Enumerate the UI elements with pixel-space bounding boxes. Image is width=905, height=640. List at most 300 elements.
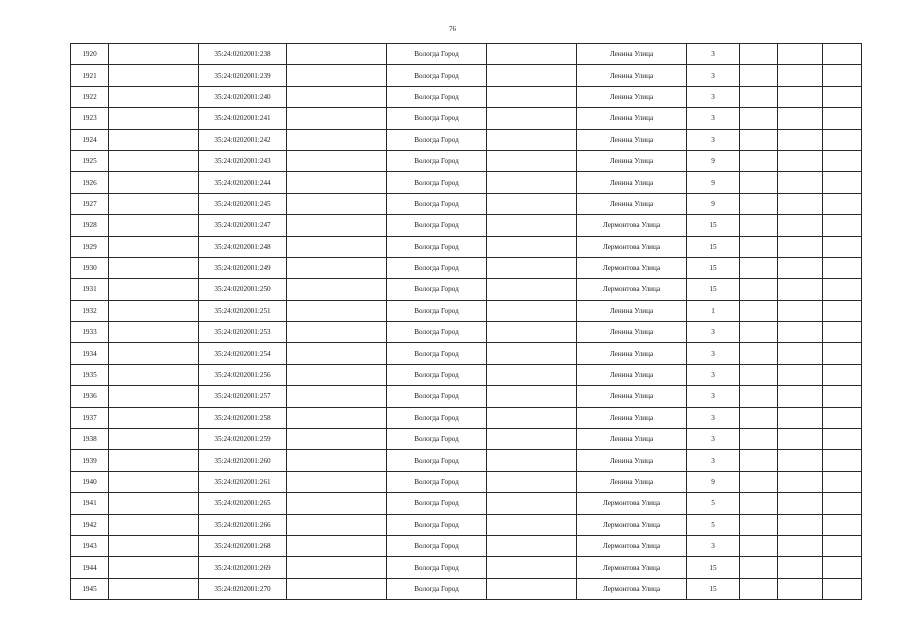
empty-cell-e bbox=[778, 407, 823, 428]
registry-table bbox=[70, 43, 862, 600]
street-cell: Ленина Улица bbox=[577, 172, 687, 193]
cadastral-number-cell: 35:24:0202001:248 bbox=[199, 236, 287, 257]
house-number-cell: 3 bbox=[687, 450, 740, 471]
empty-cell-f bbox=[823, 150, 862, 171]
city-cell: Вологда Город bbox=[387, 86, 487, 107]
empty-cell-d bbox=[740, 578, 778, 599]
empty-cell-e bbox=[778, 150, 823, 171]
table-row bbox=[71, 535, 862, 556]
empty-cell-c bbox=[487, 215, 577, 236]
empty-cell-d bbox=[740, 386, 778, 407]
cadastral-number-cell: 35:24:0202001:251 bbox=[199, 300, 287, 321]
street-cell: Лермонтова Улица bbox=[577, 493, 687, 514]
cadastral-number-cell: 35:24:0202001:261 bbox=[199, 471, 287, 492]
street-cell: Ленина Улица bbox=[577, 150, 687, 171]
empty-cell-a bbox=[109, 172, 199, 193]
empty-cell-c bbox=[487, 236, 577, 257]
empty-cell-b bbox=[287, 300, 387, 321]
empty-cell-a bbox=[109, 150, 199, 171]
street-cell: Ленина Улица bbox=[577, 86, 687, 107]
empty-cell-e bbox=[778, 86, 823, 107]
house-number-cell: 3 bbox=[687, 86, 740, 107]
empty-cell-a bbox=[109, 236, 199, 257]
empty-cell-a bbox=[109, 578, 199, 599]
empty-cell-b bbox=[287, 471, 387, 492]
cadastral-number-cell: 35:24:0202001:256 bbox=[199, 364, 287, 385]
empty-cell-e bbox=[778, 129, 823, 150]
cadastral-number-cell: 35:24:0202001:253 bbox=[199, 322, 287, 343]
empty-cell-e bbox=[778, 386, 823, 407]
empty-cell-a bbox=[109, 279, 199, 300]
row-number-cell: 1931 bbox=[71, 279, 109, 300]
empty-cell-c bbox=[487, 193, 577, 214]
empty-cell-f bbox=[823, 386, 862, 407]
empty-cell-e bbox=[778, 429, 823, 450]
table-row bbox=[71, 257, 862, 278]
house-number-cell: 3 bbox=[687, 65, 740, 86]
empty-cell-d bbox=[740, 450, 778, 471]
house-number-cell: 15 bbox=[687, 578, 740, 599]
cadastral-number-cell: 35:24:0202001:244 bbox=[199, 172, 287, 193]
street-cell: Ленина Улица bbox=[577, 129, 687, 150]
row-number-cell: 1945 bbox=[71, 578, 109, 599]
row-number-cell: 1941 bbox=[71, 493, 109, 514]
street-cell: Ленина Улица bbox=[577, 429, 687, 450]
house-number-cell: 3 bbox=[687, 535, 740, 556]
row-number-cell: 1925 bbox=[71, 150, 109, 171]
empty-cell-d bbox=[740, 557, 778, 578]
cadastral-number-cell: 35:24:0202001:249 bbox=[199, 257, 287, 278]
empty-cell-c bbox=[487, 44, 577, 65]
table-row bbox=[71, 471, 862, 492]
house-number-cell: 3 bbox=[687, 44, 740, 65]
empty-cell-b bbox=[287, 65, 387, 86]
empty-cell-b bbox=[287, 215, 387, 236]
empty-cell-b bbox=[287, 343, 387, 364]
empty-cell-a bbox=[109, 343, 199, 364]
cadastral-number-cell: 35:24:0202001:247 bbox=[199, 215, 287, 236]
empty-cell-a bbox=[109, 471, 199, 492]
street-cell: Лермонтова Улица bbox=[577, 557, 687, 578]
cadastral-number-cell: 35:24:0202001:257 bbox=[199, 386, 287, 407]
street-cell: Ленина Улица bbox=[577, 300, 687, 321]
house-number-cell: 9 bbox=[687, 193, 740, 214]
row-number-cell: 1937 bbox=[71, 407, 109, 428]
house-number-cell: 1 bbox=[687, 300, 740, 321]
empty-cell-d bbox=[740, 493, 778, 514]
empty-cell-c bbox=[487, 108, 577, 129]
empty-cell-d bbox=[740, 300, 778, 321]
street-cell: Ленина Улица bbox=[577, 364, 687, 385]
cadastral-number-cell: 35:24:0202001:268 bbox=[199, 535, 287, 556]
city-cell: Вологда Город bbox=[387, 535, 487, 556]
table-row bbox=[71, 386, 862, 407]
street-cell: Лермонтова Улица bbox=[577, 215, 687, 236]
empty-cell-b bbox=[287, 578, 387, 599]
empty-cell-e bbox=[778, 364, 823, 385]
empty-cell-d bbox=[740, 215, 778, 236]
row-number-cell: 1927 bbox=[71, 193, 109, 214]
empty-cell-f bbox=[823, 172, 862, 193]
cadastral-number-cell: 35:24:0202001:258 bbox=[199, 407, 287, 428]
table-row bbox=[71, 322, 862, 343]
empty-cell-f bbox=[823, 300, 862, 321]
house-number-cell: 9 bbox=[687, 150, 740, 171]
house-number-cell: 15 bbox=[687, 279, 740, 300]
empty-cell-e bbox=[778, 172, 823, 193]
empty-cell-e bbox=[778, 514, 823, 535]
empty-cell-b bbox=[287, 450, 387, 471]
empty-cell-c bbox=[487, 343, 577, 364]
empty-cell-d bbox=[740, 236, 778, 257]
empty-cell-d bbox=[740, 65, 778, 86]
empty-cell-f bbox=[823, 86, 862, 107]
empty-cell-b bbox=[287, 364, 387, 385]
empty-cell-d bbox=[740, 108, 778, 129]
row-number-cell: 1933 bbox=[71, 322, 109, 343]
row-number-cell: 1944 bbox=[71, 557, 109, 578]
empty-cell-d bbox=[740, 172, 778, 193]
empty-cell-c bbox=[487, 172, 577, 193]
city-cell: Вологда Город bbox=[387, 429, 487, 450]
empty-cell-b bbox=[287, 236, 387, 257]
empty-cell-a bbox=[109, 514, 199, 535]
empty-cell-f bbox=[823, 429, 862, 450]
empty-cell-f bbox=[823, 471, 862, 492]
street-cell: Ленина Улица bbox=[577, 407, 687, 428]
city-cell: Вологда Город bbox=[387, 236, 487, 257]
cadastral-number-cell: 35:24:0202001:240 bbox=[199, 86, 287, 107]
cadastral-number-cell: 35:24:0202001:242 bbox=[199, 129, 287, 150]
row-number-cell: 1939 bbox=[71, 450, 109, 471]
empty-cell-b bbox=[287, 322, 387, 343]
city-cell: Вологда Город bbox=[387, 215, 487, 236]
empty-cell-f bbox=[823, 129, 862, 150]
table-row bbox=[71, 193, 862, 214]
row-number-cell: 1940 bbox=[71, 471, 109, 492]
street-cell: Лермонтова Улица bbox=[577, 535, 687, 556]
house-number-cell: 3 bbox=[687, 429, 740, 450]
empty-cell-b bbox=[287, 386, 387, 407]
empty-cell-e bbox=[778, 44, 823, 65]
house-number-cell: 15 bbox=[687, 557, 740, 578]
empty-cell-b bbox=[287, 108, 387, 129]
empty-cell-a bbox=[109, 108, 199, 129]
empty-cell-f bbox=[823, 215, 862, 236]
empty-cell-d bbox=[740, 322, 778, 343]
empty-cell-d bbox=[740, 343, 778, 364]
empty-cell-b bbox=[287, 257, 387, 278]
empty-cell-a bbox=[109, 193, 199, 214]
empty-cell-f bbox=[823, 44, 862, 65]
empty-cell-e bbox=[778, 322, 823, 343]
empty-cell-d bbox=[740, 514, 778, 535]
empty-cell-e bbox=[778, 65, 823, 86]
row-number-cell: 1932 bbox=[71, 300, 109, 321]
table-row bbox=[71, 172, 862, 193]
city-cell: Вологда Город bbox=[387, 172, 487, 193]
empty-cell-d bbox=[740, 407, 778, 428]
cadastral-number-cell: 35:24:0202001:260 bbox=[199, 450, 287, 471]
empty-cell-f bbox=[823, 557, 862, 578]
row-number-cell: 1929 bbox=[71, 236, 109, 257]
empty-cell-e bbox=[778, 493, 823, 514]
empty-cell-a bbox=[109, 364, 199, 385]
empty-cell-f bbox=[823, 535, 862, 556]
empty-cell-e bbox=[778, 236, 823, 257]
empty-cell-f bbox=[823, 65, 862, 86]
empty-cell-d bbox=[740, 257, 778, 278]
empty-cell-c bbox=[487, 386, 577, 407]
street-cell: Ленина Улица bbox=[577, 450, 687, 471]
empty-cell-b bbox=[287, 279, 387, 300]
empty-cell-a bbox=[109, 386, 199, 407]
city-cell: Вологда Город bbox=[387, 193, 487, 214]
row-number-cell: 1928 bbox=[71, 215, 109, 236]
street-cell: Ленина Улица bbox=[577, 193, 687, 214]
empty-cell-a bbox=[109, 493, 199, 514]
city-cell: Вологда Город bbox=[387, 493, 487, 514]
cadastral-number-cell: 35:24:0202001:250 bbox=[199, 279, 287, 300]
house-number-cell: 5 bbox=[687, 514, 740, 535]
row-number-cell: 1920 bbox=[71, 44, 109, 65]
empty-cell-c bbox=[487, 322, 577, 343]
city-cell: Вологда Город bbox=[387, 450, 487, 471]
empty-cell-c bbox=[487, 279, 577, 300]
city-cell: Вологда Город bbox=[387, 471, 487, 492]
cadastral-number-cell: 35:24:0202001:254 bbox=[199, 343, 287, 364]
empty-cell-c bbox=[487, 257, 577, 278]
row-number-cell: 1924 bbox=[71, 129, 109, 150]
street-cell: Ленина Улица bbox=[577, 471, 687, 492]
empty-cell-f bbox=[823, 578, 862, 599]
empty-cell-c bbox=[487, 578, 577, 599]
empty-cell-c bbox=[487, 557, 577, 578]
empty-cell-a bbox=[109, 65, 199, 86]
street-cell: Лермонтова Улица bbox=[577, 578, 687, 599]
cadastral-number-cell: 35:24:0202001:239 bbox=[199, 65, 287, 86]
house-number-cell: 3 bbox=[687, 322, 740, 343]
empty-cell-b bbox=[287, 129, 387, 150]
empty-cell-c bbox=[487, 450, 577, 471]
empty-cell-e bbox=[778, 535, 823, 556]
row-number-cell: 1922 bbox=[71, 86, 109, 107]
street-cell: Ленина Улица bbox=[577, 65, 687, 86]
empty-cell-d bbox=[740, 535, 778, 556]
empty-cell-f bbox=[823, 279, 862, 300]
empty-cell-c bbox=[487, 150, 577, 171]
empty-cell-c bbox=[487, 86, 577, 107]
house-number-cell: 15 bbox=[687, 215, 740, 236]
house-number-cell: 3 bbox=[687, 343, 740, 364]
table-row bbox=[71, 129, 862, 150]
empty-cell-b bbox=[287, 193, 387, 214]
empty-cell-e bbox=[778, 257, 823, 278]
street-cell: Лермонтова Улица bbox=[577, 279, 687, 300]
table-row bbox=[71, 364, 862, 385]
city-cell: Вологда Город bbox=[387, 364, 487, 385]
empty-cell-a bbox=[109, 450, 199, 471]
cadastral-number-cell: 35:24:0202001:238 bbox=[199, 44, 287, 65]
street-cell: Лермонтова Улица bbox=[577, 257, 687, 278]
empty-cell-a bbox=[109, 129, 199, 150]
city-cell: Вологда Город bbox=[387, 578, 487, 599]
empty-cell-e bbox=[778, 557, 823, 578]
empty-cell-c bbox=[487, 493, 577, 514]
empty-cell-f bbox=[823, 193, 862, 214]
cadastral-number-cell: 35:24:0202001:265 bbox=[199, 493, 287, 514]
empty-cell-d bbox=[740, 429, 778, 450]
empty-cell-c bbox=[487, 471, 577, 492]
empty-cell-c bbox=[487, 429, 577, 450]
city-cell: Вологда Город bbox=[387, 300, 487, 321]
city-cell: Вологда Город bbox=[387, 65, 487, 86]
table-row bbox=[71, 578, 862, 599]
empty-cell-e bbox=[778, 471, 823, 492]
row-number-cell: 1923 bbox=[71, 108, 109, 129]
table-row bbox=[71, 450, 862, 471]
empty-cell-c bbox=[487, 535, 577, 556]
page-number: 76 bbox=[449, 25, 456, 33]
row-number-cell: 1934 bbox=[71, 343, 109, 364]
city-cell: Вологда Город bbox=[387, 407, 487, 428]
house-number-cell: 15 bbox=[687, 236, 740, 257]
empty-cell-a bbox=[109, 257, 199, 278]
table-row bbox=[71, 429, 862, 450]
empty-cell-b bbox=[287, 429, 387, 450]
house-number-cell: 9 bbox=[687, 471, 740, 492]
empty-cell-a bbox=[109, 300, 199, 321]
empty-cell-e bbox=[778, 578, 823, 599]
empty-cell-c bbox=[487, 129, 577, 150]
empty-cell-e bbox=[778, 215, 823, 236]
row-number-cell: 1936 bbox=[71, 386, 109, 407]
city-cell: Вологда Город bbox=[387, 129, 487, 150]
table-row bbox=[71, 65, 862, 86]
empty-cell-e bbox=[778, 450, 823, 471]
table-row bbox=[71, 215, 862, 236]
house-number-cell: 3 bbox=[687, 108, 740, 129]
table-row bbox=[71, 86, 862, 107]
empty-cell-a bbox=[109, 429, 199, 450]
street-cell: Ленина Улица bbox=[577, 108, 687, 129]
house-number-cell: 3 bbox=[687, 129, 740, 150]
empty-cell-a bbox=[109, 215, 199, 236]
street-cell: Лермонтова Улица bbox=[577, 514, 687, 535]
empty-cell-f bbox=[823, 493, 862, 514]
street-cell: Ленина Улица bbox=[577, 343, 687, 364]
empty-cell-f bbox=[823, 407, 862, 428]
empty-cell-f bbox=[823, 108, 862, 129]
table-row bbox=[71, 493, 862, 514]
row-number-cell: 1935 bbox=[71, 364, 109, 385]
empty-cell-b bbox=[287, 150, 387, 171]
row-number-cell: 1943 bbox=[71, 535, 109, 556]
empty-cell-c bbox=[487, 364, 577, 385]
empty-cell-c bbox=[487, 65, 577, 86]
city-cell: Вологда Город bbox=[387, 386, 487, 407]
empty-cell-a bbox=[109, 557, 199, 578]
empty-cell-a bbox=[109, 86, 199, 107]
empty-cell-b bbox=[287, 493, 387, 514]
row-number-cell: 1930 bbox=[71, 257, 109, 278]
empty-cell-e bbox=[778, 279, 823, 300]
cadastral-number-cell: 35:24:0202001:241 bbox=[199, 108, 287, 129]
table-row bbox=[71, 108, 862, 129]
row-number-cell: 1938 bbox=[71, 429, 109, 450]
row-number-cell: 1942 bbox=[71, 514, 109, 535]
empty-cell-b bbox=[287, 44, 387, 65]
table-row bbox=[71, 514, 862, 535]
city-cell: Вологда Город bbox=[387, 257, 487, 278]
empty-cell-a bbox=[109, 322, 199, 343]
empty-cell-d bbox=[740, 44, 778, 65]
empty-cell-f bbox=[823, 343, 862, 364]
city-cell: Вологда Город bbox=[387, 279, 487, 300]
cadastral-number-cell: 35:24:0202001:269 bbox=[199, 557, 287, 578]
cadastral-number-cell: 35:24:0202001:270 bbox=[199, 578, 287, 599]
city-cell: Вологда Город bbox=[387, 514, 487, 535]
cadastral-number-cell: 35:24:0202001:266 bbox=[199, 514, 287, 535]
empty-cell-f bbox=[823, 450, 862, 471]
empty-cell-a bbox=[109, 535, 199, 556]
empty-cell-f bbox=[823, 364, 862, 385]
city-cell: Вологда Город bbox=[387, 108, 487, 129]
empty-cell-e bbox=[778, 343, 823, 364]
empty-cell-e bbox=[778, 108, 823, 129]
empty-cell-c bbox=[487, 300, 577, 321]
row-number-cell: 1926 bbox=[71, 172, 109, 193]
cadastral-number-cell: 35:24:0202001:243 bbox=[199, 150, 287, 171]
table-row bbox=[71, 44, 862, 65]
cadastral-number-cell: 35:24:0202001:245 bbox=[199, 193, 287, 214]
street-cell: Лермонтова Улица bbox=[577, 236, 687, 257]
cadastral-number-cell: 35:24:0202001:259 bbox=[199, 429, 287, 450]
empty-cell-d bbox=[740, 364, 778, 385]
street-cell: Ленина Улица bbox=[577, 386, 687, 407]
empty-cell-c bbox=[487, 407, 577, 428]
city-cell: Вологда Город bbox=[387, 557, 487, 578]
empty-cell-b bbox=[287, 172, 387, 193]
empty-cell-d bbox=[740, 129, 778, 150]
street-cell: Ленина Улица bbox=[577, 44, 687, 65]
empty-cell-c bbox=[487, 514, 577, 535]
house-number-cell: 9 bbox=[687, 172, 740, 193]
empty-cell-b bbox=[287, 557, 387, 578]
city-cell: Вологда Город bbox=[387, 150, 487, 171]
empty-cell-b bbox=[287, 407, 387, 428]
table-row bbox=[71, 236, 862, 257]
empty-cell-a bbox=[109, 44, 199, 65]
house-number-cell: 3 bbox=[687, 364, 740, 385]
table-row bbox=[71, 343, 862, 364]
table-row bbox=[71, 279, 862, 300]
row-number-cell: 1921 bbox=[71, 65, 109, 86]
empty-cell-d bbox=[740, 193, 778, 214]
table-row bbox=[71, 300, 862, 321]
empty-cell-f bbox=[823, 514, 862, 535]
house-number-cell: 3 bbox=[687, 407, 740, 428]
empty-cell-d bbox=[740, 279, 778, 300]
table-row bbox=[71, 407, 862, 428]
empty-cell-d bbox=[740, 150, 778, 171]
empty-cell-b bbox=[287, 535, 387, 556]
house-number-cell: 15 bbox=[687, 257, 740, 278]
city-cell: Вологда Город bbox=[387, 44, 487, 65]
registry-body bbox=[71, 44, 862, 600]
empty-cell-b bbox=[287, 514, 387, 535]
city-cell: Вологда Город bbox=[387, 322, 487, 343]
